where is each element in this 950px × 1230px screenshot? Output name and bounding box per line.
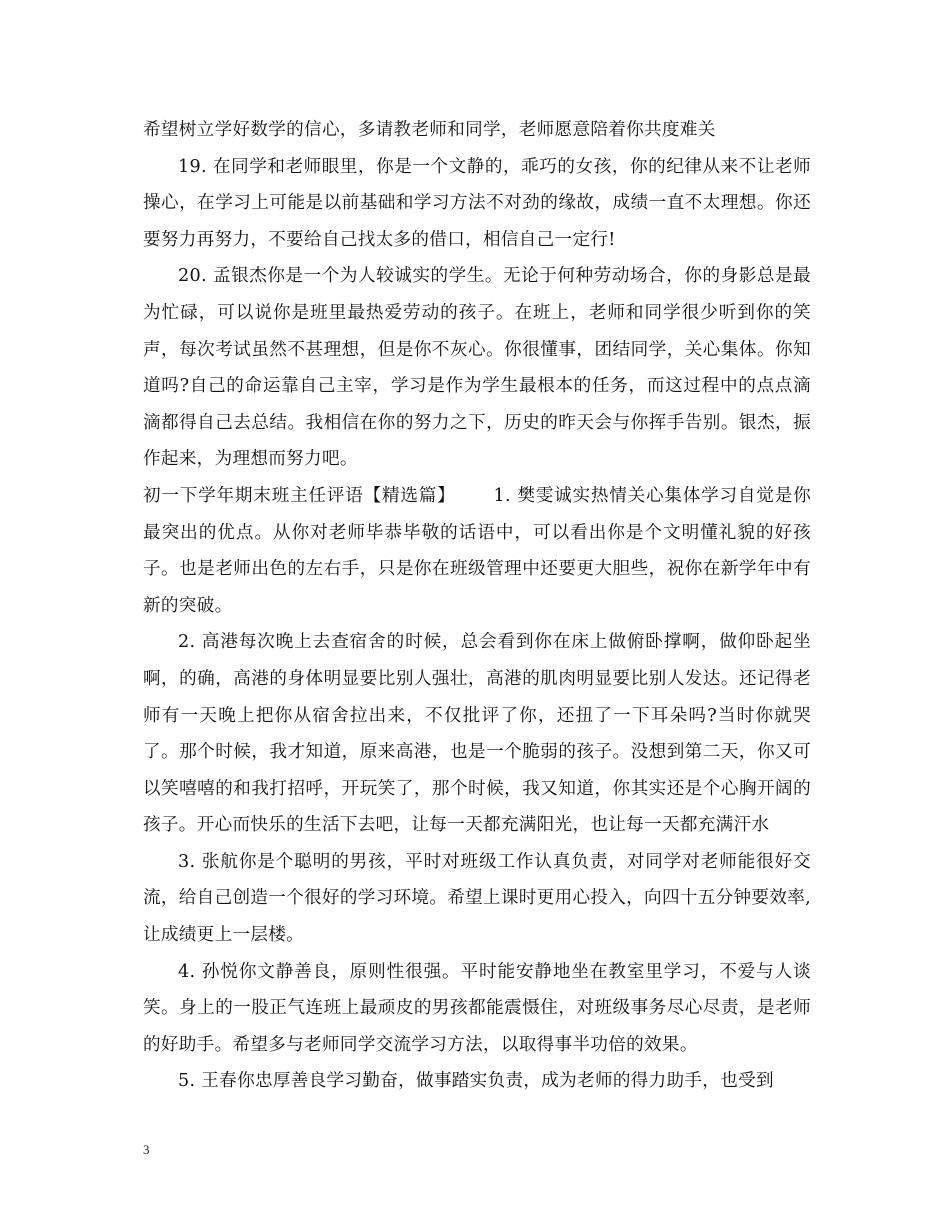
- paragraph-section-start: [143, 478, 811, 624]
- section-heading: 初一下学年期末班主任评语【精选篇】: [143, 485, 456, 506]
- paragraph-3: 3. 张航你是个聪明的男孩，平时对班级工作认真负责，对同学对老师能很好交流，给自己创造一个很好的学习环境。希望上课时更用心投入，向四十五分钟要效率,让成绩更上一层楼。: [143, 851, 811, 946]
- paragraph-continuation: 希望树立学好数学的信心，多请教老师和同学，老师愿意陪着你共度难关: [143, 120, 716, 140]
- document-body: [143, 112, 811, 1100]
- paragraph-19: 19. 在同学和老师眼里，你是一个文静的，乖巧的女孩，你的纪律从来不让老师操心，在学习上可能是以前基础和学习方法不对劲的缘故，成绩一直不太理想。你还要努力再努力，不要给自己找太多的借口，相信自己一定行!: [143, 156, 811, 250]
- paragraph-2: 2. 高港每次晚上去查宿舍的时候，总会看到你在床上做俯卧撑啊，做仰卧起坐啊，的确，高港的身体明显要比别人强壮，高港的肌肉明显要比别人发达。还记得老师有一天晚上把你从宿舍拉出来，不仅批评了你，还扭了一下耳朵吗?当时你就哭了。那个时候，我才知道，原来高港，也是一个脆弱的孩子。没想到第二天，你又可以笑嘻嘻的和我打招呼，开玩笑了，那个时候，我又知道，你其实还是个心胸开阔的孩子。开心而快乐的生活下去吧，让每一天都充满阳光，也让每一天都充满汗水: [143, 632, 811, 836]
- paragraph-4: 4. 孙悦你文静善良，原则性很强。平时能安静地坐在教室里学习，不爱与人谈笑。身上的一股正气连班上最顽皮的男孩都能震慑住，对班级事务尽心尽责，是老师的好助手。希望多与老师同学交流学习方法，以取得事半功倍的效果。: [143, 961, 811, 1055]
- paragraph-20: 20. 孟银杰你是一个为人较诚实的学生。无论于何种劳动场合，你的身影总是最为忙碌，可以说你是班里最热爱劳动的孩子。在班上，老师和同学很少听到你的笑声，每次考试虽然不甚理想，但是你不灰心。你很懂事，团结同学，关心集体。你知道吗?自己的命运靠自己主宰，学习是作为学生最根本的任务，而这过程中的点点滴滴都得自己去总结。我相信在你的努力之下，历史的昨天会与你挥手告别。银杰，振作起来，为理想而努力吧。: [143, 266, 811, 470]
- paragraph-5: 5. 王春你忠厚善良学习勤奋，做事踏实负责，成为老师的得力助手，也受到: [178, 1071, 774, 1092]
- page-number: 3: [143, 1142, 150, 1157]
- paragraph-1-text: 1. 樊雯诚实热情关心集体学习自觉是你最突出的优点。从你对老师毕恭毕敬的话语中，可以看出你是个文明懂礼貌的好孩子。也是老师出色的左右手，只是你在班级管理中还要更大胆些，祝你在新学年中有新的突破。: [143, 485, 811, 616]
